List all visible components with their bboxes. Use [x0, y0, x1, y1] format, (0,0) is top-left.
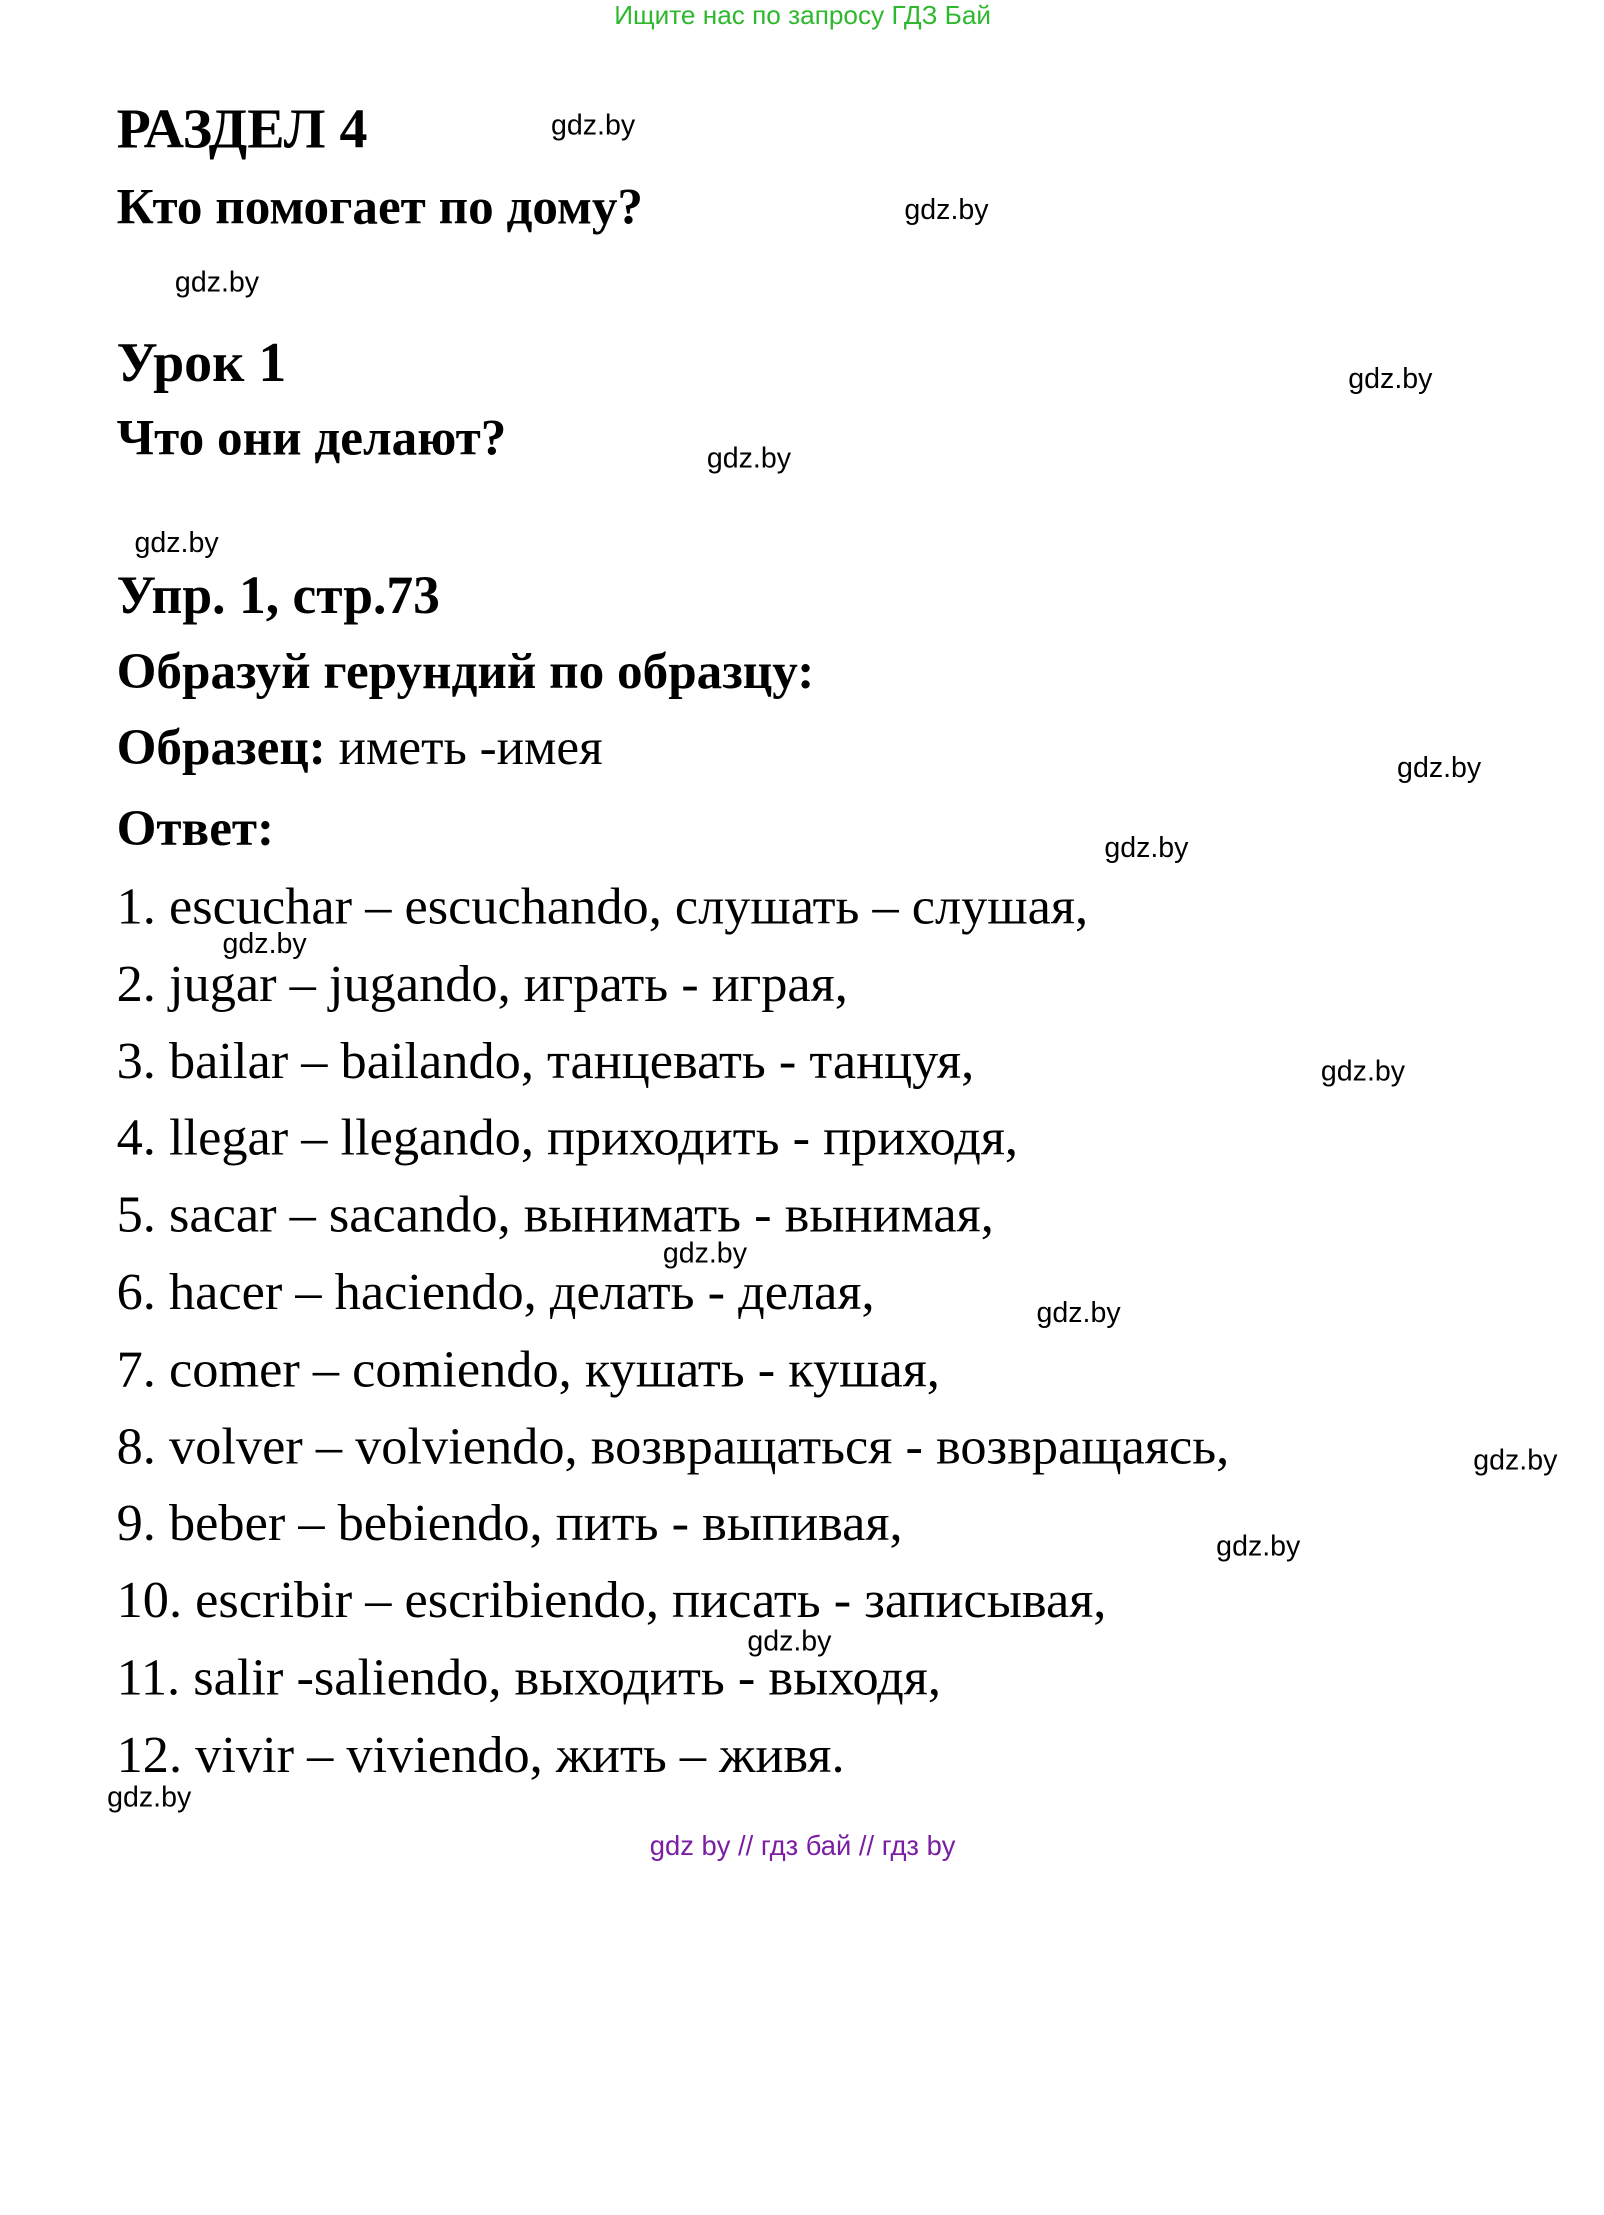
example-value: иметь -имея	[338, 719, 603, 776]
answer-item: 10. escribir – escribiendo, писать - записывая,	[116, 1571, 1107, 1630]
answer-item: 6. hacer – haciendo, делать - делая,	[116, 1262, 875, 1321]
answer-item: 2. jugar – jugando, играть - играя,	[116, 954, 848, 1013]
section-subtitle: Кто помогает по дому?	[116, 179, 643, 236]
watermark: gdz.by	[1473, 1444, 1558, 1477]
watermark: gdz.by	[1320, 1055, 1406, 1088]
answer-item: 12. vivir – viviendo, жить – живя.	[116, 1725, 845, 1784]
answer-list	[117, 872, 1230, 1797]
watermark: gdz.by	[1036, 1297, 1121, 1330]
answer-item: 8. volver – volviendo, возвращаться - возвращаясь,	[116, 1416, 1230, 1476]
watermark: gdz.by	[662, 1237, 747, 1270]
watermark: gdz.by	[1348, 362, 1433, 396]
watermark: gdz.by	[550, 109, 636, 142]
answer-item: 11. salir -saliendo, выходить - выходя,	[116, 1648, 941, 1707]
section-title: РАЗДЕЛ 4	[116, 98, 368, 161]
answer-item: 3. bailar – bailando, танцевать - танцуя,	[116, 1031, 975, 1090]
watermark: gdz.by	[107, 1781, 192, 1814]
watermark: gdz.by	[1216, 1530, 1301, 1563]
lesson-title: Урок 1	[116, 332, 287, 394]
top-banner: Ищите нас по запросу ГДЗ Бай	[614, 0, 992, 30]
exercise-title: Упр. 1, стр.73	[116, 565, 440, 625]
watermark: gdz.by	[1104, 831, 1189, 864]
watermark: gdz.by	[1397, 752, 1482, 785]
answer-item: 5. sacar – sacando, вынимать - вынимая,	[116, 1185, 994, 1244]
watermark: gdz.by	[706, 442, 792, 475]
answer-item: 7. comer – comiendo, кушать - кушая,	[116, 1339, 940, 1398]
watermark: gdz.by	[747, 1625, 832, 1658]
example-label: Образец:	[116, 719, 326, 776]
example-line	[117, 719, 603, 777]
answer-item: 1. escuchar – escuchando, слушать – слушая,	[116, 877, 1089, 936]
task-instruction: Образуй герундий по образцу:	[116, 643, 815, 700]
watermark: gdz.by	[134, 527, 219, 560]
answer-item: 4. llegar – llegando, приходить - приходя,	[116, 1108, 1019, 1167]
watermark: gdz.by	[904, 193, 989, 227]
watermark: gdz.by	[174, 266, 260, 299]
watermark: gdz.by	[222, 928, 307, 961]
bottom-footer: gdz by // гдз бай // гдз by	[649, 1830, 956, 1862]
answer-item: 9. beber – bebiendo, пить - выпивая,	[116, 1493, 903, 1553]
lesson-subtitle: Что они делают?	[116, 410, 507, 467]
answer-label: Ответ:	[116, 800, 275, 857]
